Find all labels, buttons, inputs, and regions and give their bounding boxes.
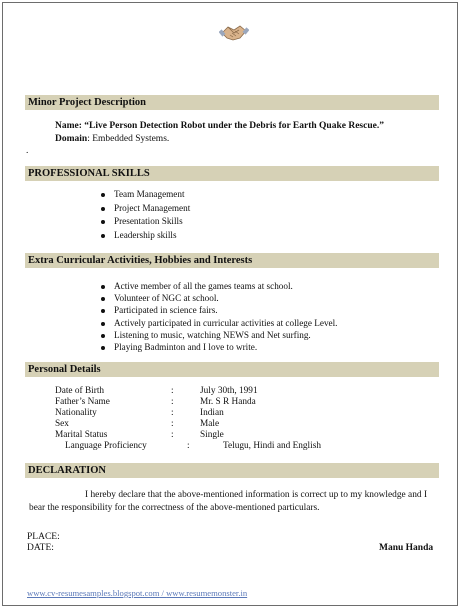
list-item: Volunteer of NGC at school. — [99, 292, 337, 304]
list-item: Leadership skills — [99, 229, 190, 243]
personal-separator: : — [187, 441, 190, 451]
section-extra-curricular — [25, 253, 439, 268]
personal-value: July 30th, 1991 — [200, 386, 258, 396]
section-heading: PROFESSIONAL SKILLS — [28, 168, 150, 179]
signature-name: Manu Handa — [379, 543, 434, 553]
skills-list — [99, 188, 190, 243]
personal-separator: : — [171, 430, 174, 440]
section-heading: DECLARATION — [28, 465, 106, 476]
personal-label: Marital Status — [55, 430, 108, 440]
place-label: PLACE: — [27, 532, 60, 542]
personal-separator: : — [171, 419, 174, 429]
project-domain-value: : Embedded Systems. — [87, 134, 170, 144]
section-professional-skills — [25, 166, 439, 181]
section-declaration — [25, 463, 439, 478]
personal-separator: : — [171, 408, 174, 418]
footer-link-blog[interactable]: www.cv-resumesamples.blogspot.com — [27, 588, 160, 598]
project-name-value: “Live Person Detection Robot under the Debris for Earth Quake Rescue.” — [84, 121, 384, 131]
section-minor-project — [25, 95, 439, 110]
personal-value: Mr. S R Handa — [200, 397, 256, 407]
personal-value: Telugu, Hindi and English — [223, 441, 321, 451]
extra-list — [99, 280, 337, 354]
section-heading: Extra Curricular Activities, Hobbies and Interests — [28, 255, 253, 266]
personal-separator: : — [171, 386, 174, 396]
personal-value: Male — [200, 419, 220, 429]
personal-label: Nationality — [55, 408, 97, 418]
section-heading: Personal Details — [28, 364, 101, 375]
handshake-icon — [219, 17, 249, 47]
list-item: Project Management — [99, 202, 190, 216]
footer-links — [27, 588, 247, 598]
list-item: Team Management — [99, 188, 190, 202]
list-item: Actively participated in curricular activities at college Level. — [99, 317, 337, 329]
project-name-label: Name: — [55, 121, 82, 131]
section-personal-details — [25, 362, 439, 377]
personal-label: Date of Birth — [55, 386, 105, 396]
declaration-text: I hereby declare that the above-mentioned information is correct up to my knowledge and I bear the responsibility for the correctness of the above-mentioned particulars. — [29, 490, 428, 513]
list-item: Active member of all the games teams at school. — [99, 280, 337, 292]
stray-mark: . — [26, 146, 29, 156]
list-item: Presentation Skills — [99, 215, 190, 229]
project-name-line — [55, 120, 384, 132]
personal-label: Language Proficiency — [65, 441, 147, 451]
personal-value: Indian — [200, 408, 224, 418]
personal-label: Sex — [55, 419, 69, 429]
personal-label: Father’s Name — [55, 397, 110, 407]
resume-page — [2, 2, 458, 606]
project-domain-line — [55, 133, 169, 145]
list-item: Participated in science fairs. — [99, 304, 337, 316]
personal-value: Single — [200, 430, 224, 440]
list-item: Listening to music, watching NEWS and Net surfing. — [99, 329, 337, 341]
section-heading: Minor Project Description — [28, 97, 146, 108]
list-item: Playing Badminton and I love to write. — [99, 341, 337, 353]
project-domain-label: Domain — [55, 134, 88, 144]
date-label: DATE: — [27, 543, 54, 553]
footer-link-resumemonster[interactable]: www.resumemonster.in — [166, 588, 248, 598]
footer-divider: / — [159, 588, 167, 598]
personal-separator: : — [171, 397, 174, 407]
